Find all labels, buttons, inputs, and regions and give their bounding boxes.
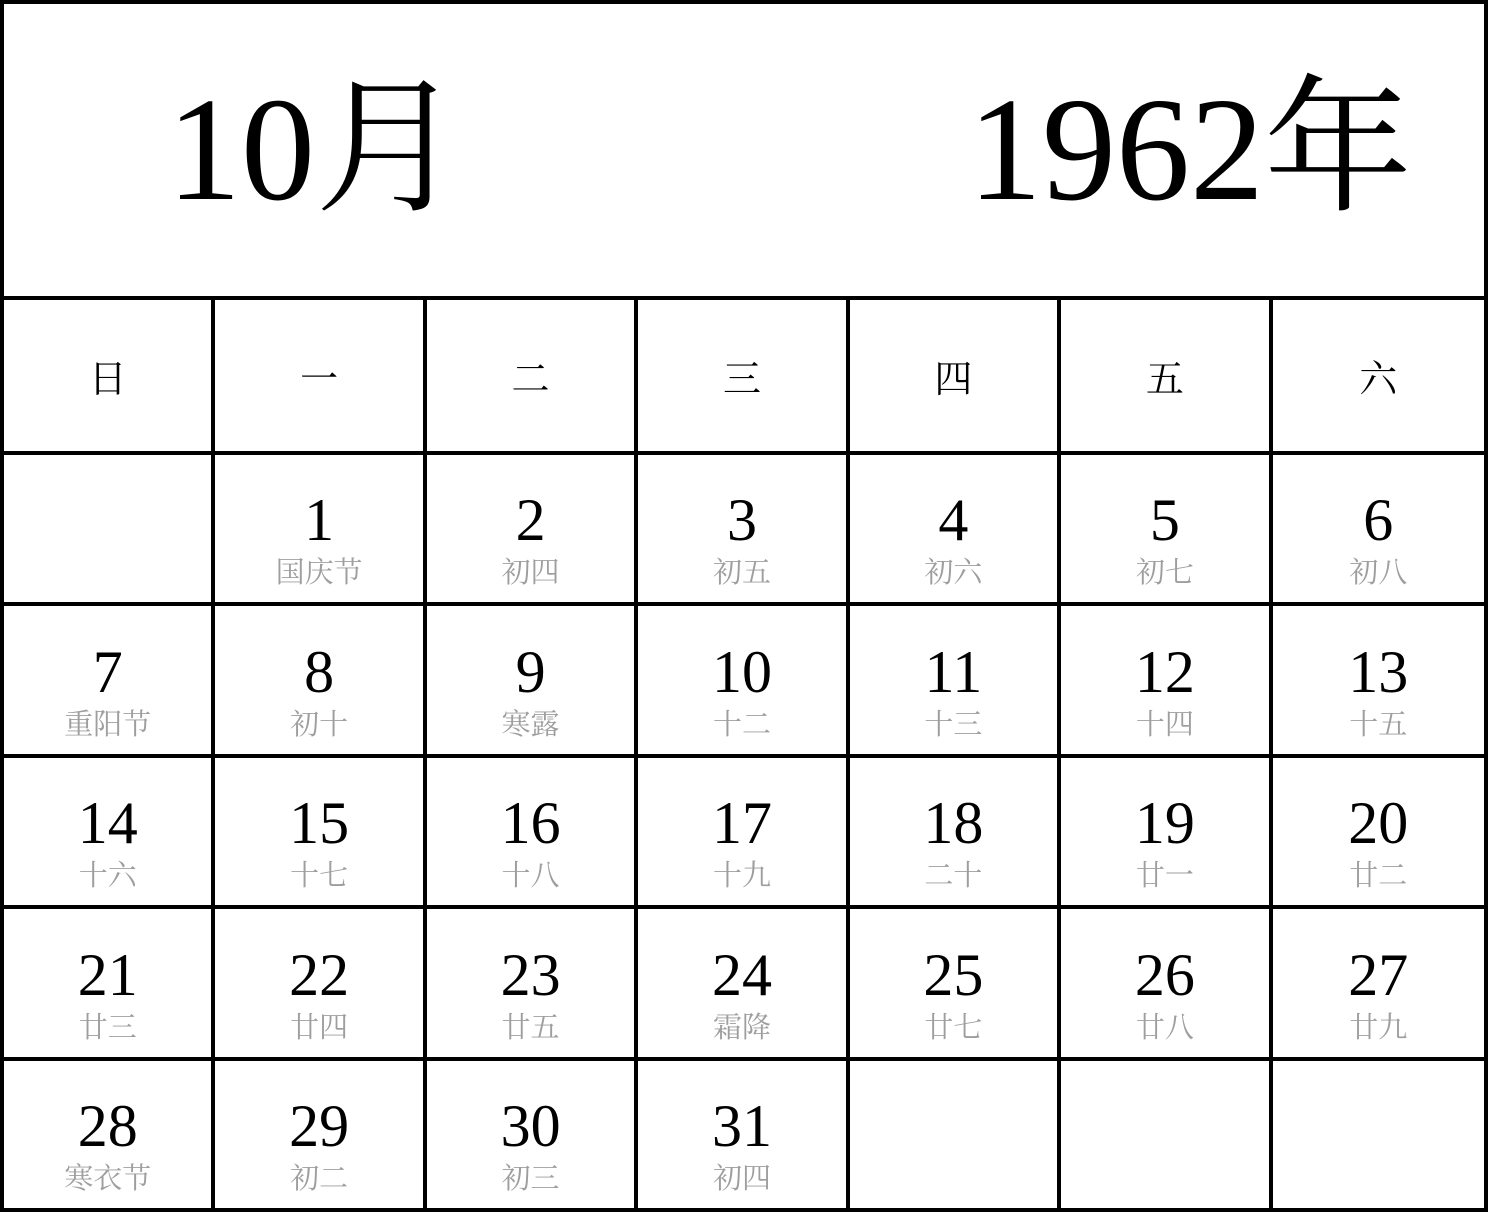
day-number: 11 — [924, 638, 983, 705]
lunar-label: 十七 — [290, 860, 349, 893]
day-cell-11 — [850, 602, 1061, 753]
day-cell-10 — [638, 602, 849, 753]
calendar-title — [4, 4, 1484, 296]
day-number: 25 — [923, 941, 984, 1008]
lunar-label: 十四 — [1135, 708, 1194, 741]
day-number: 12 — [1134, 638, 1195, 705]
day-cell-13 — [1273, 602, 1484, 753]
day-cell-5 — [1061, 451, 1272, 602]
day-number: 2 — [515, 487, 546, 554]
day-number: 10 — [711, 638, 772, 705]
day-cell-31 — [638, 1057, 849, 1208]
day-number: 28 — [77, 1092, 138, 1159]
day-number: 18 — [923, 790, 984, 857]
lunar-label: 廿九 — [1349, 1011, 1408, 1044]
lunar-label: 廿七 — [924, 1011, 983, 1044]
lunar-label: 廿三 — [78, 1011, 137, 1044]
lunar-label: 霜降 — [712, 1011, 771, 1044]
lunar-label: 寒衣节 — [64, 1162, 152, 1195]
day-number: 8 — [304, 638, 335, 705]
day-number: 19 — [1134, 790, 1195, 857]
day-number: 9 — [515, 638, 546, 705]
weekday-cell-mon: 一 — [215, 300, 426, 451]
lunar-label: 初四 — [501, 557, 560, 590]
lunar-label: 二十 — [924, 860, 983, 893]
day-cell-18 — [850, 754, 1061, 905]
day-cell-26 — [1061, 905, 1272, 1056]
day-cell-28 — [4, 1057, 215, 1208]
lunar-label: 廿一 — [1135, 860, 1194, 893]
lunar-label: 十三 — [924, 708, 983, 741]
day-number: 7 — [92, 638, 123, 705]
day-cell-15 — [215, 754, 426, 905]
day-cell-16 — [427, 754, 638, 905]
day-number: 4 — [938, 487, 969, 554]
lunar-label: 初六 — [924, 557, 983, 590]
day-number: 30 — [500, 1092, 561, 1159]
day-number: 26 — [1134, 941, 1195, 1008]
day-number: 17 — [711, 790, 772, 857]
day-number: 14 — [77, 790, 138, 857]
lunar-label: 十六 — [78, 860, 137, 893]
lunar-label: 廿二 — [1349, 860, 1408, 893]
weekday-cell-sat: 六 — [1359, 359, 1398, 401]
day-cell-6 — [1273, 451, 1484, 602]
day-cell-23 — [427, 905, 638, 1056]
lunar-label: 重阳节 — [64, 708, 152, 741]
lunar-label: 廿五 — [501, 1011, 560, 1044]
weekday-cell-wed: 三 — [638, 300, 849, 451]
day-cell-4 — [850, 451, 1061, 602]
day-number: 3 — [726, 487, 757, 554]
day-cell-2 — [427, 451, 638, 602]
lunar-label: 初八 — [1349, 557, 1408, 590]
day-cell-24 — [638, 905, 849, 1056]
day-number: 29 — [289, 1092, 350, 1159]
day-cell-27 — [1273, 905, 1484, 1056]
year-title: 1962年 — [968, 68, 1412, 232]
day-cell-empty — [1061, 1057, 1272, 1208]
weekday-cell-tue: 二 — [427, 300, 638, 451]
day-number: 31 — [711, 1092, 772, 1159]
lunar-label: 寒露 — [501, 708, 560, 741]
lunar-label: 国庆节 — [275, 557, 363, 590]
day-cell-30 — [427, 1057, 638, 1208]
lunar-label: 初四 — [712, 1162, 771, 1195]
day-number: 23 — [500, 941, 561, 1008]
day-cell-empty — [1273, 1057, 1484, 1208]
day-cell-3 — [638, 451, 849, 602]
day-cell-22 — [215, 905, 426, 1056]
day-cell-29 — [215, 1057, 426, 1208]
day-number: 13 — [1348, 638, 1409, 705]
lunar-label: 初五 — [712, 557, 771, 590]
day-cell-9 — [427, 602, 638, 753]
day-number: 21 — [77, 941, 138, 1008]
day-cell-7 — [4, 602, 215, 753]
weekday-cell-sun: 日 — [4, 300, 215, 451]
day-cell-17 — [638, 754, 849, 905]
day-cell-empty — [850, 1057, 1061, 1208]
lunar-label: 十九 — [712, 860, 771, 893]
day-number: 20 — [1348, 790, 1409, 857]
day-number: 27 — [1348, 941, 1409, 1008]
day-number: 15 — [289, 790, 350, 857]
calendar-grid — [4, 296, 1484, 1208]
month-title: 10月 — [167, 68, 463, 232]
day-cell-12 — [1061, 602, 1272, 753]
lunar-label: 十八 — [501, 860, 560, 893]
lunar-label: 十五 — [1349, 708, 1408, 741]
day-cell-14 — [4, 754, 215, 905]
day-cell-1 — [215, 451, 426, 602]
day-cell-21 — [4, 905, 215, 1056]
day-number: 6 — [1363, 487, 1394, 554]
day-number: 1 — [304, 487, 335, 554]
day-number: 22 — [289, 941, 350, 1008]
day-cell-8 — [215, 602, 426, 753]
weekday-cell-thu: 四 — [850, 300, 1061, 451]
day-number: 24 — [711, 941, 772, 1008]
day-cell-19 — [1061, 754, 1272, 905]
day-number: 16 — [500, 790, 561, 857]
weekday-cell-fri: 五 — [1061, 300, 1272, 451]
lunar-label: 廿八 — [1135, 1011, 1194, 1044]
lunar-label: 廿四 — [290, 1011, 349, 1044]
lunar-label: 十二 — [712, 708, 771, 741]
lunar-label: 初二 — [290, 1162, 349, 1195]
day-cell-25 — [850, 905, 1061, 1056]
lunar-label: 初七 — [1135, 557, 1194, 590]
lunar-label: 初十 — [290, 708, 349, 741]
lunar-label: 初三 — [501, 1162, 560, 1195]
day-cell-empty — [4, 451, 215, 602]
day-number: 5 — [1149, 487, 1180, 554]
day-cell-20 — [1273, 754, 1484, 905]
